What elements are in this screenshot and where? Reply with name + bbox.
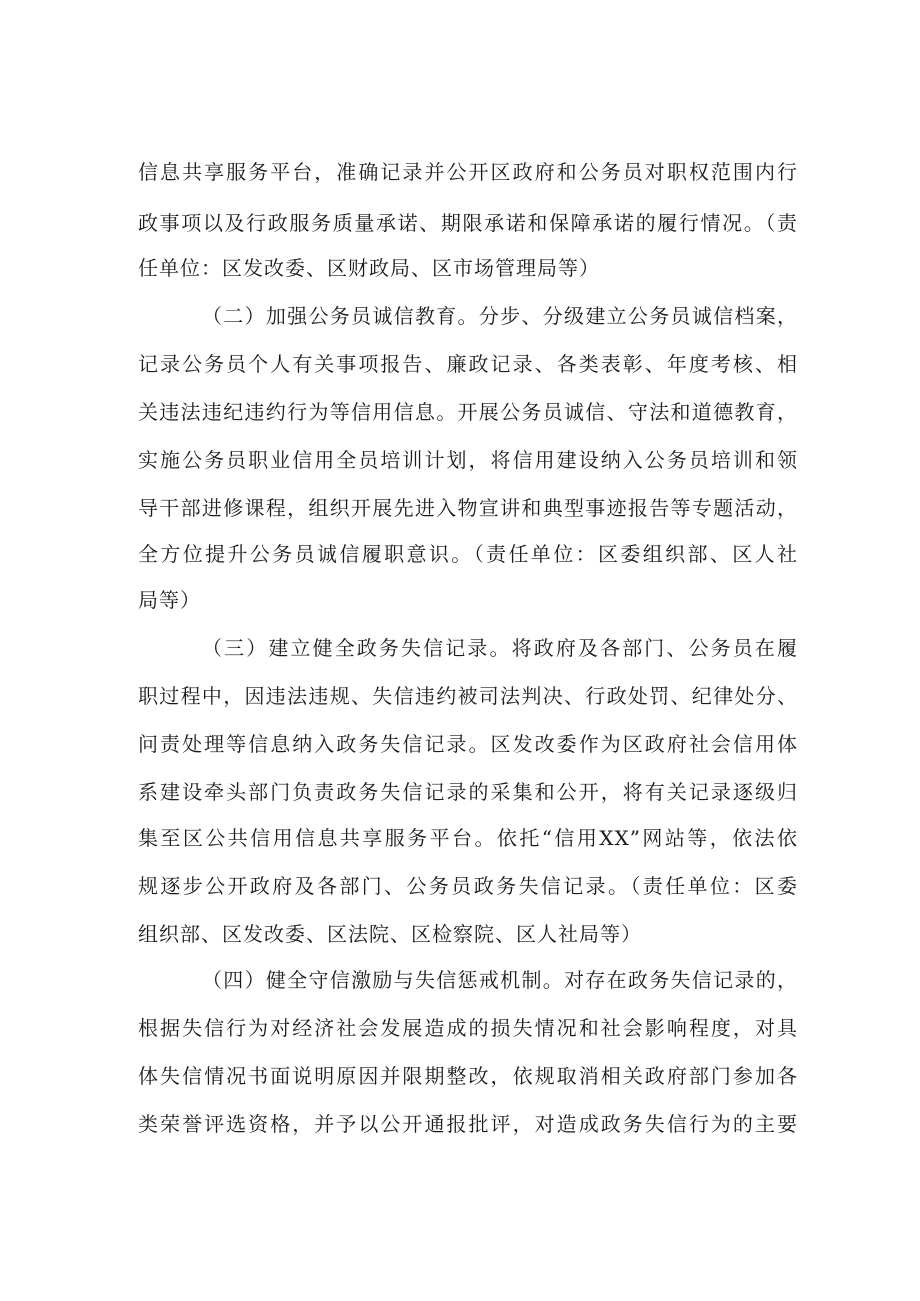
paragraph-line: 集至区公共信用信息共享服务平台。依托“信用XX”网站等，依法依 (138, 826, 798, 850)
paragraph-line: （四）健全守信激励与失信惩戒机制。对存在政务失信记录的， (202, 968, 798, 992)
paragraph-line: 任单位：区发改委、区财政局、区市场管理局等） (138, 256, 600, 280)
paragraph-line: 信息共享服务平台，准确记录并公开区政府和公务员对职权范围内行 (138, 160, 798, 184)
paragraph-line: 实施公务员职业信用全员培训计划，将信用建设纳入公务员培训和领 (138, 448, 798, 472)
paragraph-line: 问责处理等信息纳入政务失信记录。区发改委作为区政府社会信用体 (138, 732, 798, 756)
paragraph-line: 规逐步公开政府及各部门、公务员政务失信记录。（责任单位：区委 (138, 874, 798, 898)
paragraph-line: 根据失信行为对经济社会发展造成的损失情况和社会影响程度，对具 (138, 1016, 798, 1040)
paragraph-line: 系建设牵头部门负责政务失信记录的采集和公开，将有关记录逐级归 (138, 780, 798, 804)
paragraph-line: 政事项以及行政服务质量承诺、期限承诺和保障承诺的履行情况。（责 (138, 211, 798, 235)
paragraph-line: 职过程中，因违法违规、失信违约被司法判决、行政处罚、纪律处分、 (138, 684, 798, 708)
paragraph-line: （二）加强公务员诚信教育。分步、分级建立公务员诚信档案， (202, 304, 798, 328)
paragraph-line: 导干部进修课程，组织开展先进入物宣讲和典型事迹报告等专题活动， (138, 496, 798, 520)
paragraph-line: 记录公务员个人有关事项报告、廉政记录、各类表彰、年度考核、相 (138, 352, 798, 376)
paragraph-line: 关违法违纪违约行为等信用信息。开展公务员诚信、守法和道德教育， (138, 400, 798, 424)
paragraph-line: 全方位提升公务员诚信履职意识。（责任单位：区委组织部、区人社 (138, 542, 798, 566)
paragraph-line: 体失信情况书面说明原因并限期整改，依规取消相关政府部门参加各 (138, 1064, 798, 1088)
paragraph-line: 组织部、区发改委、区法院、区检察院、区人社局等） (138, 922, 642, 946)
paragraph-line: 局等） (138, 588, 201, 612)
paragraph-line: （三）建立健全政务失信记录。将政府及各部门、公务员在履 (202, 636, 798, 660)
paragraph-line: 类荣誉评选资格，并予以公开通报批评，对造成政务失信行为的主要 (138, 1112, 798, 1136)
